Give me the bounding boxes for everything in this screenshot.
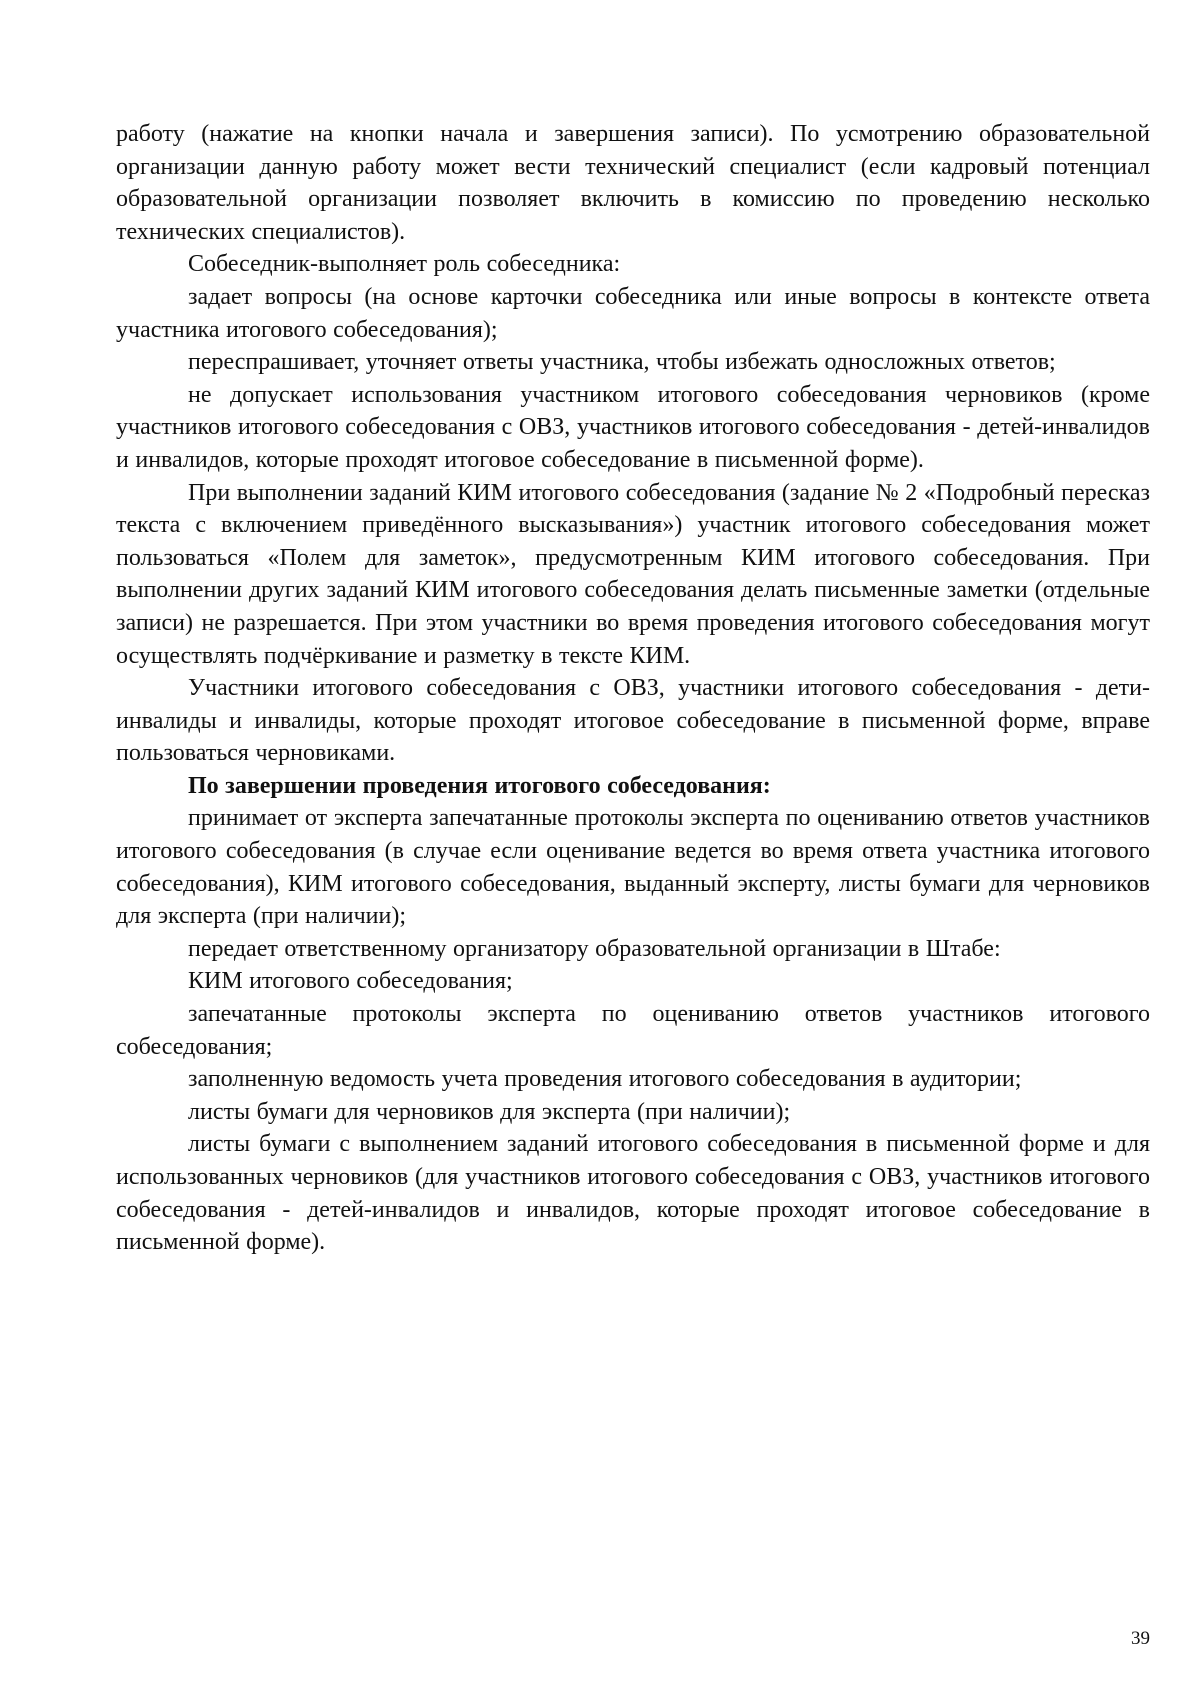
paragraph-9: принимает от эксперта запечатанные протоколы эксперта по оцениванию ответов участников итогового собеседования (в случае если оценивание ведется во время ответа участника итогового собеседования), КИМ итогового собеседования, выданный эксперту, листы бумаги для черновиков для эксперта (при наличии); bbox=[116, 805, 1150, 930]
paragraph-3: задает вопросы (на основе карточки собеседника или иные вопросы в контексте ответа участника итогового собеседования); bbox=[116, 283, 1150, 343]
paragraph-2: Собеседник-выполняет роль собеседника: bbox=[188, 251, 621, 278]
paragraph-11: КИМ итогового собеседования; bbox=[188, 968, 513, 995]
paragraph-12: запечатанные протоколы эксперта по оцениванию ответов участников итогового собеседования; bbox=[116, 1001, 1150, 1060]
paragraph-1: работу (нажатие на кнопки начала и завершения записи). По усмотрению образовательной организации данную работу может вести технический специалист (если кадровый потенциал образовательной организации позволяет включить в комиссию по проведению несколько технических специалистов). bbox=[116, 121, 1150, 245]
paragraph-6: При выполнении заданий КИМ итогового собеседования (задание № 2 «Подробный пересказ текста с включением приведённого высказывания») участник итогового собеседования может пользоваться «Полем для заметок», предусмотренным КИМ итогового собеседования. При выполнении других заданий КИМ итогового собеседования делать письменные заметки (отдельные записи) не разрешается. При этом участники во время проведения итогового собеседования могут осуществлять подчёркивание и разметку в тексте КИМ. bbox=[116, 479, 1150, 669]
page-number: 39 bbox=[1131, 1628, 1150, 1649]
section-heading: По завершении проведения итогового собеседования: bbox=[188, 772, 771, 799]
paragraph-13: заполненную ведомость учета проведения итогового собеседования в аудитории; bbox=[188, 1066, 1022, 1093]
paragraph-14: листы бумаги для черновиков для эксперта (при наличии); bbox=[188, 1098, 791, 1125]
paragraph-4: переспрашивает, уточняет ответы участника, чтобы избежать односложных ответов; bbox=[188, 349, 1056, 376]
paragraph-15: листы бумаги с выполнением заданий итогового собеседования в письменной форме и для использованных черновиков (для участников итогового собеседования с ОВЗ, участников итогового собеседования - детей-инвалидов и инвалидов, которые проходят итоговое собеседование в письменной форме). bbox=[116, 1131, 1150, 1256]
paragraph-5: не допускает использования участником итогового собеседования черновиков (кроме участников итогового собеседования с ОВЗ, участников итогового собеседования - детей-инвалидов и инвалидов, которые проходят итоговое собеседование в письменной форме). bbox=[116, 381, 1150, 473]
document-body bbox=[116, 118, 1150, 1259]
paragraph-10: передает ответственному организатору образовательной организации в Штабе: bbox=[188, 935, 1001, 962]
paragraph-7: Участники итогового собеседования с ОВЗ, участники итогового собеседования - дети-инвалиды и инвалиды, которые проходят итоговое собеседование в письменной форме, вправе пользоваться черновиками. bbox=[116, 675, 1150, 767]
